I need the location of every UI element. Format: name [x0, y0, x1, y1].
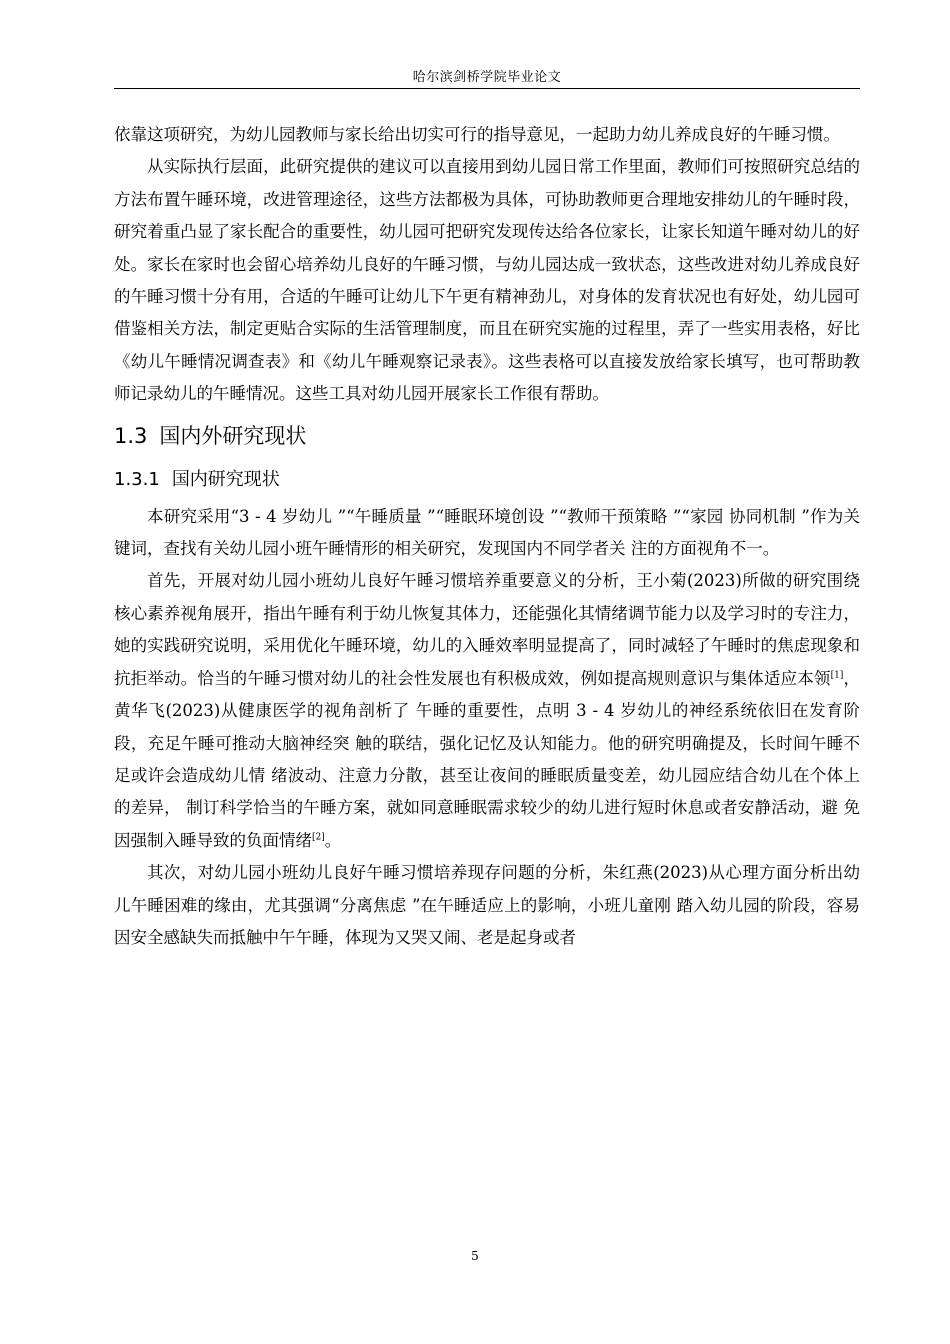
body-paragraph: 本研究采用“3 - 4 岁幼儿 ”“午睡质量 ”“睡眠环境创设 ”“教师干预策略 ”“家园 协同机制 ”作为关键词，查找有关幼儿园小班午睡情形的相关研究，发现国内不同学者关 注的方面视角不一。: [114, 506, 860, 559]
citation-ref: [1]: [830, 670, 844, 681]
body-paragraph: 从实际执行层面，此研究提供的建议可以直接用到幼儿园日常工作里面，教师们可按照研究总结的方法布置午睡环境，改进管理途径，这些方法都极为具体，可协助教师更合理地安排幼儿的午睡时段，研究着重凸显了家长配合的重要性，幼儿园可把研究发现传达给各位家长，让家长知道午睡对幼儿的好处。家长在家时也会留心培养幼儿良好的午睡习惯，与幼儿园达成一致状态，这些改进对幼儿养成良好的午睡习惯十分有用，合适的午睡可让幼儿下午更有精神劲儿，对身体的发育状况也有好处，幼儿园可借鉴相关方法，制定更贴合实际的生活管理制度，而且在研究实施的过程里，弄了一些实用表格，好比《幼儿午睡情况调查表》和《幼儿午睡观察记录表》。这些表格可以直接发放给家长填写，也可帮助教师记录幼儿的午睡情况。这些工具对幼儿园开展家长工作很有帮助。: [114, 157, 860, 404]
body-paragraph: 其次，对幼儿园小班幼儿良好午睡习惯培养现存问题的分析，朱红燕(2023)从心理方面分析出幼儿午睡困难的缘由，尤其强调“分离焦虑 ”在午睡适应上的影响，小班儿童刚 踏入幼儿园的阶段，容易因安全感缺失而抵触中午午睡，体现为又哭又闹、老是起身或者: [114, 863, 860, 947]
page-body: [114, 119, 860, 954]
running-header: 哈尔滨剑桥学院毕业论文: [412, 70, 562, 85]
section-number: 1.3: [114, 423, 148, 448]
section-heading: [114, 411, 860, 463]
page-number: 5: [471, 1249, 479, 1263]
paragraph-text: 。: [324, 830, 342, 850]
body-paragraph: 依靠这项研究，为幼儿园教师与家长给出切实可行的指导意见，一起助力幼儿养成良好的午睡习惯。: [114, 125, 840, 144]
paragraph-text: 首先，开展对幼儿园小班幼儿良好午睡习惯培养重要意义的分析，王小菊(2023)所做的研究围绕核心素养视角展开，指出午睡有利于幼儿恢复其体力，还能强化其情绪调节能力以及学习时的专注力，她的实践研究说明，采用优化午睡环境，幼儿的入睡效率明显提高了，同时减轻了午睡时的焦虑现象和抗拒举动。恰当的午睡习惯对幼儿的社会性发展也有积极成效，例如提高规则意识与集体适应本领: [114, 571, 860, 688]
header-rule: [114, 88, 860, 89]
body-paragraph: [114, 565, 860, 857]
paragraph-text: ，黄华飞(2023)从健康医学的视角剖析了 午睡的重要性，点明 3 - 4 岁幼儿的神经系统依旧在发育阶段，充足午睡可推动大脑神经突 触的联结，强化记忆及认知能力。他的研究明确提及，长时间午睡不足或许会造成幼儿情 绪波动、注意力分散，甚至让夜间的睡眠质量变差，幼儿园应结合幼儿在个体上的差异， 制订科学恰当的午睡方案，就如同意睡眠需求较少的幼儿进行短时休息或者安静活动，避 免因强制入睡导致的负面情绪: [114, 668, 861, 850]
section-title: 国内外研究现状: [159, 423, 307, 448]
citation-ref: [2]: [312, 832, 325, 843]
subsection-title: 国内研究现状: [171, 468, 280, 490]
subsection-number: 1.3.1: [114, 468, 160, 490]
subsection-heading: [114, 463, 860, 501]
